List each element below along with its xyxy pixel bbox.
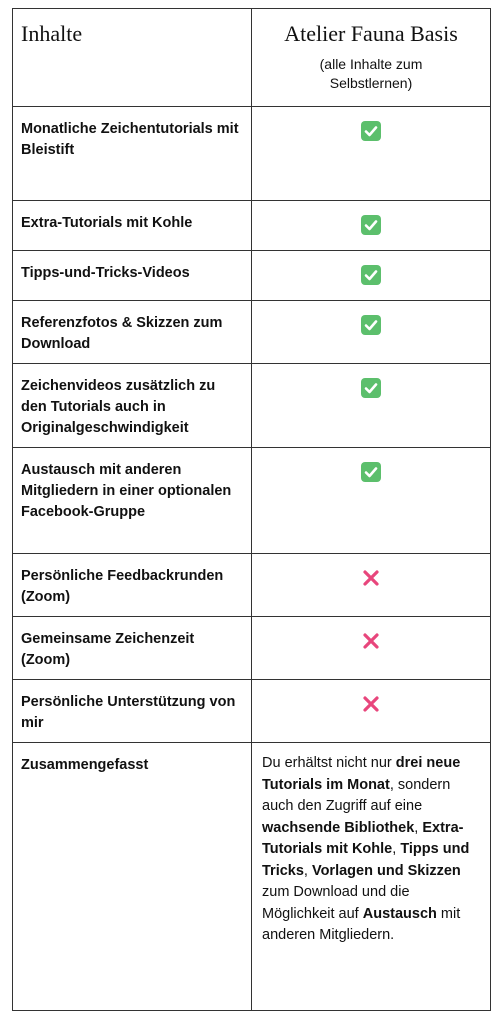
- summary-segment: Du erhältst nicht nur: [262, 755, 396, 771]
- feature-label: Gemeinsame Zeichenzeit (Zoom): [13, 617, 252, 680]
- feature-label: Austausch mit anderen Mitgliedern in einer optionalen Facebook-Gruppe: [13, 448, 252, 554]
- check-mark-icon: [361, 378, 381, 398]
- header-contents: Inhalte: [13, 9, 252, 107]
- feature-availability: [252, 617, 491, 680]
- feature-label: Tipps-und-Tricks-Videos: [13, 251, 252, 301]
- check-mark-icon: [361, 121, 381, 141]
- feature-label: Persönliche Unterstützung von mir: [13, 680, 252, 743]
- cross-mark-icon: [361, 568, 381, 588]
- summary-segment: mit anderen Mitgliedern.: [262, 905, 461, 943]
- summary-highlight: Austausch: [362, 905, 437, 922]
- table-row: [13, 107, 491, 201]
- feature-label: Extra-Tutorials mit Kohle: [13, 201, 252, 251]
- table-row: [13, 364, 491, 448]
- feature-availability: [252, 448, 491, 554]
- feature-availability: [252, 554, 491, 617]
- table-row: [13, 201, 491, 251]
- feature-availability: [252, 107, 491, 201]
- summary-row: [13, 743, 491, 1011]
- table-row: [13, 680, 491, 743]
- plan-subtitle: (alle Inhalte zum Selbstlernen): [319, 56, 423, 91]
- summary-segment: zum Download und die Möglichkeit auf: [262, 884, 410, 922]
- feature-availability: [252, 201, 491, 251]
- summary-highlight: Extra-Tutorials mit Kohle: [262, 819, 464, 857]
- summary-segment: ,: [392, 841, 401, 857]
- summary-segment: ,: [414, 819, 423, 836]
- feature-availability: [252, 680, 491, 743]
- feature-availability: [252, 364, 491, 448]
- table-row: [13, 251, 491, 301]
- feature-availability: [252, 301, 491, 364]
- summary-segment: ,: [303, 862, 312, 879]
- comparison-table: [12, 8, 491, 1011]
- plan-title: Atelier Fauna Basis: [284, 21, 458, 46]
- summary-highlight: drei neue Tutorials im Monat: [262, 755, 461, 793]
- feature-availability: [252, 251, 491, 301]
- check-mark-icon: [361, 315, 381, 335]
- summary-highlight: Vorlagen und Skizzen: [311, 862, 461, 879]
- cross-mark-icon: [361, 694, 381, 714]
- table-row: [13, 448, 491, 554]
- summary-text: [252, 743, 491, 1011]
- table-row: [13, 554, 491, 617]
- check-mark-icon: [361, 265, 381, 285]
- table-row: [13, 301, 491, 364]
- feature-label: Referenzfotos & Skizzen zum Download: [13, 301, 252, 364]
- summary-highlight: Tipps und Tricks: [262, 841, 470, 879]
- feature-label: Zeichenvideos zusätzlich zu den Tutorials auch in Originalgeschwindigkeit: [13, 364, 252, 448]
- table-row: [13, 617, 491, 680]
- feature-label: Monatliche Zeichentutorials mit Bleistift: [13, 107, 252, 201]
- cross-mark-icon: [361, 631, 381, 651]
- summary-highlight: wachsende Bibliothek: [262, 819, 415, 836]
- header-row: [13, 9, 491, 107]
- check-mark-icon: [361, 215, 381, 235]
- summary-segment: , sondern auch den Zugriff auf eine: [262, 776, 451, 814]
- feature-label: Persönliche Feedbackrunden (Zoom): [13, 554, 252, 617]
- summary-label: Zusammengefasst: [13, 743, 252, 1011]
- check-mark-icon: [361, 462, 381, 482]
- header-plan: [252, 9, 491, 107]
